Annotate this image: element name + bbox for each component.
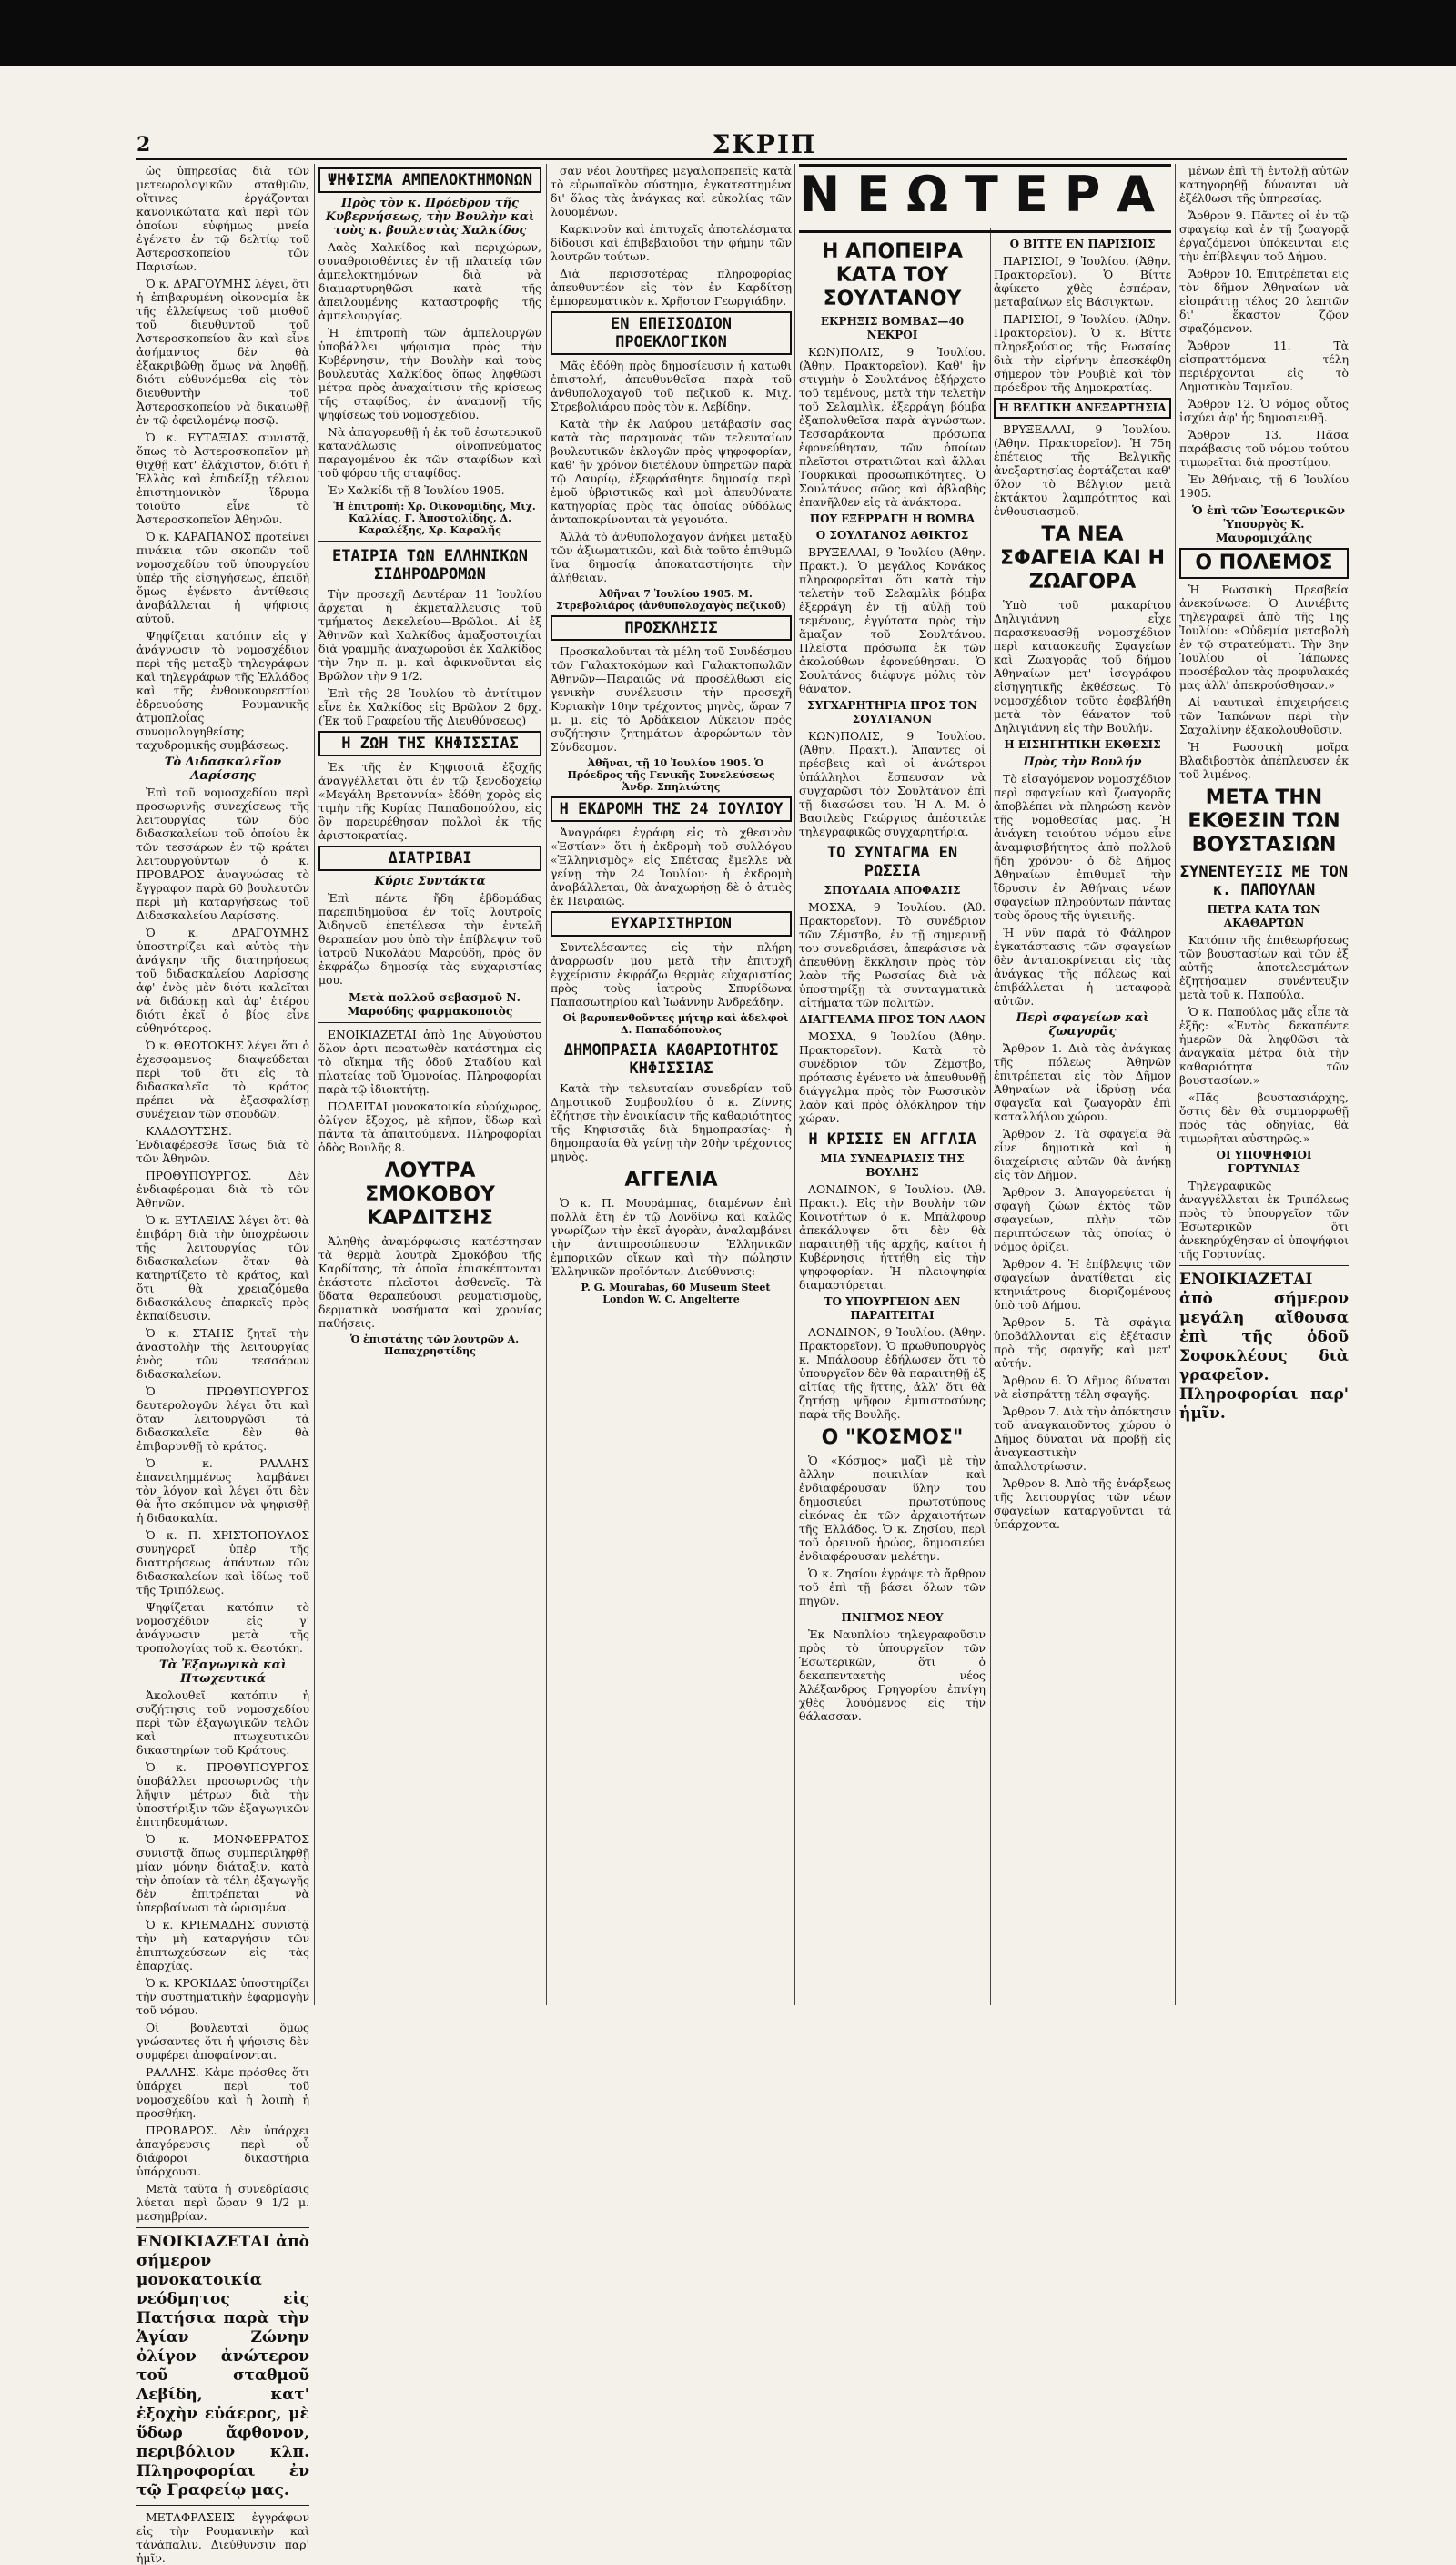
article-headline: ΔΙΑΓΓΕΛΜΑ ΠΡΟΣ ΤΟΝ ΛΑΟΝ: [799, 1013, 986, 1026]
paragraph: Ὁ κ. Ζησίου ἐγράψε τὸ ἄρθρον τοῦ ἐπὶ τῇ βάσει ὅλων τῶν πηγῶν.: [799, 1566, 986, 1607]
column-rule: [990, 228, 991, 2005]
article-subheadline: Περὶ σφαγείων καὶ ζωαγορᾶς: [1016, 1011, 1149, 1039]
paragraph: ΚΩΝ)ΠΟΛΙΣ, 9 Ἰουλίου. (Ἀθην. Πρακτ.). Ἅπαντες οἱ πρέσβεις καὶ οἱ ἀνώτεροι ὑπάλληλοι ἔσπευσαν νὰ συγχαρῶσι τὸν Σουλτάνον ἐπὶ τῇ διασώσει του. Ἡ Α. Μ. ὁ Βασιλεὺς Γεώργιος ἀπέστειλε τηλεγραφικῶς συγχαρητήρια.: [799, 729, 986, 838]
paragraph: Ὁ κ. ΕΥΤΑΞΙΑΣ λέγει ὅτι θὰ ἐπιβάρη διὰ τὴν ὑποχρέωσιν τῆς λειτουργίας τῶν διδασκαλείων ὅταν θὰ κατηρτίζετο τὸ κράτος, καὶ ὅτι θὰ χρειαζόμεθα διδασκάλους ἐπαρκεῖς πρὸς ἐκπαίδευσιν.: [136, 1213, 309, 1323]
paragraph: Ἐπὶ τοῦ νομοσχεδίου περὶ προσωρινῆς συνεχίσεως τῆς λειτουργίας τῶν δύο διδασκαλείων τοῦ ὁποίου ἐκ τῶν τεσσάρων ἐν τῷ κράτει λειτουργούντων ὁ κ. ΠΡΟΒΑΡΟΣ ἀναγνώσας τὸ ἔγγραφον παρὰ 60 βουλευτῶν περὶ μὴ καταργήσεως τοῦ Διδασκαλείου Λαρίσσης.: [136, 786, 309, 922]
column-rule: [314, 164, 315, 2005]
paragraph: Ἀναγράφει ἐγράφη εἰς τὸ χθεσινὸν «Ἑστίαν» ὅτι ἡ ἐκδρομὴ τοῦ συλλόγου «Ἑλληνισμὸς» εἰς Σπέτσας ἔμελλε νὰ γείνῃ τὴν 24 Ἰουλίου· ἡ ἐκδρομὴ ἀναβάλλεται, θὰ ἀναχωρήσῃ δὲ ὁ ἀτμὸς ἐκ Πειραιῶς.: [551, 826, 792, 907]
paragraph: Ἡ Ρωσσικὴ Πρεσβεία ἀνεκοίνωσε: Ὁ Λινιέβιτς τηλεγραφεῖ ἀπὸ τῆς 1ης Ἰουλίου: «Οὐδεμία μεταβολὴ ἐν τῷ στρατεύματι. Τὴν 3ην Ἰουλίου οἱ Ἰάπωνες προσέβαλον τὰς προφυλακάς μας ἀλλ' ἀπεκρούσθησαν.»: [1179, 583, 1349, 692]
divider: [136, 2505, 309, 2506]
paragraph: Ἀληθὴς ἀναμόρφωσις κατέστησαν τὰ θερμὰ λουτρὰ Σμοκόβου τῆς Καρδίτσης, τὰ ὁποῖα ἐπισκέπτονται ἑκάστοτε πλεῖστοι ἀσθενεῖς. Τὰ ὕδατα θεραπεύουσι ρευματισμοὺς, δερματικὰ νοσήματα καὶ χρονίας παθήσεις.: [318, 1234, 541, 1330]
paragraph: Ἐπὶ πέντε ἤδη ἑβδομάδας παρεπιδημοῦσα ἐν τοῖς λουτροῖς Ἀιδηψοῦ ἐπετέλεσα τὴν ἐντελῆ θεραπείαν μου ὑπὸ τὴν ἐπίβλεψιν τοῦ ἰατροῦ Νικολάου Μαρούδη, πρὸς ὃν ἐκφράζω δημοσίᾳ τὰς εὐχαριστίας μου.: [318, 891, 541, 987]
column-rule: [546, 164, 547, 2005]
paragraph: Ἄρθρον 4. Ἡ ἐπίβλεψις τῶν σφαγείων ἀνατίθεται εἰς κτηνιάτρους διοριζομένους ὑπὸ τοῦ Δήμου.: [994, 1257, 1171, 1312]
paragraph: Ἄρθρον 11. Τὰ εἰσπραττόμενα τέλη περιέρχονται εἰς τὸ Δημοτικὸν Ταμεῖον.: [1179, 339, 1349, 393]
article-headline: ΛΟΥΤΡΑ ΣΜΟΚΟΒΟΥ ΚΑΡΔΙΤΣΗΣ: [365, 1160, 495, 1230]
paragraph: Κατὰ τὴν ἐκ Λαύρου μετάβασίν σας κατὰ τὰς παραμονὰς τῶν τελευταίων βουλευτικῶν ἐκλογῶν πρὸς ψηφοφορίαν, καθ' ἣν χρόνον διετέλουν ὑπηρετῶν παρὰ τῷ Λαυρίῳ, ἐξεφράσθητε δημοσίᾳ περὶ ἐμοῦ ὑβριστικῶς καὶ μοὶ ἀπευθύνατε κατηγορίας πρὸς τὰς ὁποίας οὐδόλως ἀνταποκρίνονται τὰ γεγονότα.: [551, 417, 792, 526]
article-headline: ΟΙ ΥΠΟΨΗΦΙΟΙ ΓΟΡΤΥΝΙΑΣ: [1216, 1149, 1312, 1175]
paragraph: Ὁ κ. ΔΡΑΓΟΥΜΗΣ λέγει, ὅτι ἡ ἐπιβαρυμένη οἰκονομία ἐκ τῆς ἐλλείψεως τοῦ μισθοῦ τοῦ διευθυντοῦ τοῦ Ἀστεροσκοπείου ἂν καὶ εἶνε ἀσήμαντος δὲν θὰ ἐξακριβῶθῃ ὅμως νὰ ληφθῇ, διότι εὐθυνόμεθα εἰς τὸν διευθυντὴν τοῦ Ἀστεροσκοπείου νὰ δικαιωθῇ ἐν τῷ ὀφειλομένῳ ποσῷ.: [136, 277, 309, 427]
article-headline: ΑΓΓΕΛΙΑ: [624, 1169, 718, 1191]
paragraph: Προσκαλοῦνται τὰ μέλη τοῦ Συνδέσμου τῶν Γαλακτοκόμων καὶ Γαλακτοπωλῶν Ἀθηνῶν—Πειραιῶς νὰ προσέλθωσι εἰς γενικὴν συνέλευσιν τὴν προσεχῆ Κυριακὴν 10ην τρέχοντος μηνὸς, ὥραν 7 μ. μ. εἰς τὸ Ἀρδάκειον Λύκειον πρὸς συζήτησιν ζητημάτων ἀφορώντων τὸν Σύνδεσμον.: [551, 644, 792, 754]
article-headline: Η ΒΕΛΓΙΚΗ ΑΝΕΞΑΡΤΗΣΙΑ: [994, 398, 1171, 419]
article-subheadline: Πρὸς τὴν Βουλήν: [1023, 755, 1142, 769]
classified-ad: ΕΝΟΙΚΙΑΖΕΤΑΙ ἀπὸ σήμερον μονοκατοικία νεόδμητος εἰς Πατήσια παρὰ τὴν Ἁγίαν Ζώνην ὀλίγον ἀνώτερον τοῦ σταθμοῦ Λεβίδη, κατ' ἐξοχὴν εὐάερος, μὲ ὕδωρ ἄφθονον, περιβόλιον κλπ. Πληροφορίαι ἐν τῷ Γραφείῳ μας.: [136, 2233, 309, 2499]
paragraph: Διὰ περισσοτέρας πληροφορίας ἀπευθυντέον εἰς τὸν ἐν Καρδίτσῃ ἐμπορευματικὸν κ. Χρῆστον Γεωργιάδην.: [551, 267, 792, 308]
paragraph: Ἄρθρον 10. Ἐπιτρέπεται εἰς τὸν δῆμον Ἀθηναίων νὰ εἰσπράττῃ τέλος 20 λεπτῶν δι' ἕκαστον ζῷον σφαζόμενον.: [1179, 267, 1349, 335]
article-headline: ΣΥΓΧΑΡΗΤΗΡΙΑ ΠΡΟΣ ΤΟΝ ΣΟΥΛΤΑΝΟΝ: [807, 699, 977, 725]
page-number: 2: [136, 133, 151, 157]
article-subheadline: ΜΙΑ ΣΥΝΕΔΡΙΑΣΙΣ ΤΗΣ ΒΟΥΛΗΣ: [820, 1152, 965, 1179]
paragraph: «Πᾶς βουστασιάρχης, ὅστις δὲν θὰ συμμορφωθῇ πρὸς τὰς ὁδηγίας, θὰ τιμωρῆται αὐστηρῶς.»: [1179, 1090, 1349, 1145]
article-headline: ΕΤΑΙΡΙΑ ΤΩΝ ΕΛΛΗΝΙΚΩΝ ΣΙΔΗΡΟΔΡΟΜΩΝ: [332, 547, 528, 583]
article-headline: ΕΝ ΕΠΕΙΣΟΔΙΟΝ ΠΡΟΕΚΛΟΓΙΚΟΝ: [551, 311, 792, 355]
paragraph: Νὰ ἀπαγορευθῇ ἡ ἐκ τοῦ ἐσωτερικοῦ κατανάλωσις οἰνοπνεύματος παραγομένου ἐκ τῶν σταφίδων καὶ τοῦ φόρου τῆς σταφίδος.: [318, 425, 541, 480]
latest-news-title: ΝΕΩΤΕΡΑ: [799, 166, 1172, 223]
article-headline: Ο "ΚΟΣΜΟΣ": [821, 1426, 964, 1449]
paragraph: Αἱ ναυτικαὶ ἐπιχειρήσεις τῶν Ἰαπώνων περὶ τὴν Σαχαλίνην ἐξακολουθοῦσιν.: [1179, 695, 1349, 736]
paragraph: ΡΑΛΛΗΣ. Κἀμε πρόσθες ὅτι ὑπάρχει περὶ τοῦ νομοσχεδίου καὶ ἡ λοιπὴ ἡ προσθήκη.: [136, 2065, 309, 2120]
paragraph: Ἄρθρον 6. Ὁ Δῆμος δύναται νὰ εἰσπράττῃ τέλη σφαγῆς.: [994, 1374, 1171, 1401]
paragraph: μένων ἐπὶ τῇ ἐντολῇ αὐτῶν κατηγορηθῇ δύνανται νὰ ἐξέλθωσι τῆς ὑπηρεσίας.: [1179, 164, 1349, 205]
paragraph: Συντελέσαντες εἰς τὴν πλήρη ἀναρρωσίν μου μετὰ τὴν ἐπιτυχῆ ἐγχείρισιν ἐκφράζω θερμὰς εὐχαριστίας πρὸς τοὺς ἰατροὺς Σπυρίδωνα Παπασωτηρίου καὶ Ἰωάννην Ἀνδρεάδην.: [551, 940, 792, 1009]
paragraph: Ἄρθρον 12. Ὁ νόμος οὗτος ἰσχύει ἀφ' ἧς δημοσιευθῇ.: [1179, 397, 1349, 424]
paragraph: Τηλεγραφικῶς ἀναγγέλλεται ἐκ Τριπόλεως πρὸς τὸ ὑπουργεῖον τῶν Ἐσωτερικῶν ὅτι ἀνεκηρύχθησαν οἱ ὑποψήφιοι τῆς Γορτυνίας.: [1179, 1179, 1349, 1261]
article-subheadline: Ο ΣΟΥΛΤΑΝΟΣ ΑΘΙΚΤΟΣ: [815, 529, 969, 542]
paragraph: σαν νέοι λουτῆρες μεγαλοπρεπεῖς κατὰ τὸ εὐρωπαϊκὸν σύστημα, ἐγκατεστημένα δι' ὅλας τὰς ἀνάγκας καὶ εὐκολίας τῶν λουομένων.: [551, 164, 792, 218]
signature: Οἱ βαρυπενθοῦντες μήτηρ καὶ ἀδελφοὶ Δ. Παπαδόπουλος: [562, 1012, 789, 1036]
article-headline: ΤΟ ΣΥΝΤΑΓΜΑ ΕΝ ΡΩΣΣΙΑ: [826, 844, 958, 880]
article-headline: ΔΗΜΟΠΡΑΣΙΑ ΚΑΘΑΡΙΟΤΗΤΟΣ ΚΗΦΙΣΣΙΑΣ: [563, 1041, 779, 1078]
section-heading: Τὸ Διδασκαλεῖον Λαρίσσης: [164, 755, 282, 783]
classified-ad: ΠΩΛΕΙΤΑΙ μονοκατοικία εὐρύχωρος, ὀλίγον ἔξοχος, μὲ κῆπον, ὕδωρ καὶ πάντα τὰ ἀπαιτούμενα. Πληροφορίαι ὁδὸς Βουλῆς 8.: [318, 1100, 541, 1154]
paragraph: Ἡ νῦν παρὰ τὸ Φάληρον ἐγκατάστασις τῶν σφαγείων δὲν ἀνταποκρίνεται εἰς τὰς ἀνάγκας τῆς πόλεως καὶ ἐπιβάλλεται ἡ μεταφορὰ αὐτῶν.: [994, 926, 1171, 1008]
paragraph: ΚΩΝ)ΠΟΛΙΣ, 9 Ἰουλίου. (Ἀθην. Πρακτορεῖον). Καθ' ἣν στιγμὴν ὁ Σουλτάνος ἐξήρχετο τοῦ τεμένους, μετὰ τὴν τελετὴν τοῦ Σελαμλὶκ, ἐξερράγη βόμβα ἐξαπολυθεῖσα παρὰ ἀγνώστων. Τεσσαράκοντα πρόσωπα ἐφονεύθησαν, τῶν ὁποίων πλεῖστοι στρατιῶται καὶ ἄλλαι Τουρκικαὶ προσωπικότητες. Ὁ Σουλτάνος σῶος καὶ ἀβλαβὴς ἐπανῆλθεν εἰς τὰ ἀνάκτορα.: [799, 345, 986, 509]
column-4: [799, 235, 986, 2005]
column-6: [1179, 164, 1349, 2005]
signature: Μετὰ πολλοῦ σεβασμοῦ Ν. Μαρούδης φαρμακοποιὸς: [347, 990, 521, 1018]
signature: Ἀθῆναι, τῇ 10 Ἰουλίου 1905. Ὁ Πρόεδρος τῆς Γενικῆς Συνελεύσεως Ἀνδρ. Σπηλιώτης: [567, 757, 775, 793]
paragraph: ΛΟΝΔΙΝΟΝ, 9 Ἰουλίου. (Ἀθ. Πρακτ.). Εἰς τὴν Βουλὴν τῶν Κοινοτήτων ὁ κ. Μπάλφουρ ἀπεκάλυψεν ὅτι δὲν θὰ παραιτηθῇ τῆς ἀρχῆς, καίτοι ἡ Κυβέρνησις ἡττήθη εἰς τὴν ψηφοφορίαν. Ἡ πλειοψηφία διαμαρτύρεται.: [799, 1182, 986, 1292]
column-rule: [794, 164, 795, 2005]
article-headline: Η ΖΩΗ ΤΗΣ ΚΗΦΙΣΣΙΑΣ: [318, 731, 541, 756]
article-headline: Η ΕΚΔΡΟΜΗ ΤΗΣ 24 ΙΟΥΛΙΟΥ: [551, 796, 792, 822]
article-headline: ΠΝΙΓΜΟΣ ΝΕΟΥ: [841, 1611, 944, 1624]
paragraph: Ὁ «Κόσμος» μαζὶ μὲ τὴν ἄλλην ποικιλίαν καὶ ἐνδιαφέρουσαν ὕλην του δημοσιεύει πρωτοτύπους εἰκόνας ἐκ τῶν ἀρχαιοτήτων τῆς Ἑλλάδος. Ὁ κ. Ζησίου, περὶ τοῦ ὀρεινοῦ ἡρώος, δημοσιεύει ἐνδιαφέρουσαν μελέτην.: [799, 1454, 986, 1563]
paragraph: Κατόπιν τῆς ἐπιθεωρήσεως τῶν βουστασίων καὶ τῶν ἐξ αὐτῆς ἀποτελεσμάτων ἐζητήσαμεν συνέντευξιν μετὰ τοῦ κ. Παπούλα.: [1179, 933, 1349, 1001]
paragraph: Ὁ κ. ΘΕΟΤΟΚΗΣ λέγει ὅτι ὁ ἐχεσφαμενος διαψεύδεται περὶ τοῦ ὅτι εἰς τὰ διδασκαλεῖα τὸ κράτος πρέπει νὰ ἐξασφαλίσῃ συνέχειαν τῶν σπουδῶν.: [136, 1039, 309, 1120]
article-headline: ΕΥΧΑΡΙΣΤΗΡΙΟΝ: [551, 911, 792, 937]
article-subheadline: ΕΚΡΗΞΙΣ ΒΟΜΒΑΣ—40 ΝΕΚΡΟΙ: [820, 315, 965, 341]
paragraph: Ὑπὸ τοῦ μακαρίτου Δηλιγιάννη εἶχε παρασκευασθῇ νομοσχέδιον περὶ κατασκευῆς Σφαγείων καὶ Ζωαγορᾶς τοῦ δήμου Ἀθηναίων μετ' ἰσογράφου εἰσηγητικῆς ἐκθέσεως. Τὸ νομοσχέδιον τοῦτο ἐφεβλήθη μετὰ τὸν θάνατον τοῦ Δηλιγιάννη εἰς τὴν Βουλήν.: [994, 598, 1171, 735]
paragraph: Ὁ κ. ΔΡΑΓΟΥΜΗΣ ὑποστηρίζει καὶ αὐτὸς τὴν ἀνάγκην τῆς διατηρήσεως τοῦ διδασκαλείου Λαρίσσης ἀφ' ἑνὸς μὲν διότι καλεῖται νὰ διδάσκῃ καὶ ἀφ' ἑτέρου διότι ἐκεῖ ὁ βίος εἶνε εὐθηνότερος.: [136, 926, 309, 1035]
paragraph: Οἱ βουλευταὶ ὅμως γνώσαντες ὅτι ἡ ψήφισις δὲν συμφέρει ἀποφαίνονται.: [136, 2021, 309, 2062]
paragraph: Τὴν προσεχῆ Δευτέραν 11 Ἰουλίου ἄρχεται ἡ ἐκμετάλλευσις τοῦ τμήματος Δεκελείου—Βρῶλοι. Αἱ ἐξ Ἀθηνῶν καὶ Χαλκίδος ἀμαξοστοιχίαι διὰ γραμμῆς ἀναχωροῦσι ἐκ Χαλκίδος τὴν 7ην π. μ. καὶ ἀφικνοῦνται εἰς Βρῶλον τὴν 9 1/2.: [318, 587, 541, 683]
scan-top-bar: [0, 0, 1456, 66]
paragraph: Ὁ κ. ΜΟΝΦΕΡΡΑΤΟΣ συνιστᾷ ὅπως συμπεριληφθῇ μίαν μόνην διάταξιν, κατὰ τὴν ὁποίαν τὰ τέλη ἐξαγωγῆς δὲν ἐπιτρέπεται νὰ ὑπερβαίνωσι τὰ ὡρισμένα.: [136, 1832, 309, 1914]
paragraph: Ἄρθρον 5. Τὰ σφάγια ὑποβάλλονται εἰς ἐξέτασιν πρὸ τῆς σφαγῆς καὶ μετ' αὐτήν.: [994, 1315, 1171, 1370]
divider: [136, 2227, 309, 2228]
column-5: [994, 235, 1171, 2005]
paragraph: Ὁ ΠΡΩΘΥΠΟΥΡΓΟΣ δευτερολογῶν λέγει ὅτι καὶ ὅταν λειτουργῶσι τὰ διδασκαλεῖα δὲν θὰ ἐπιβαρυνθῇ τὸ κράτος.: [136, 1384, 309, 1453]
article-subheadline: ΣΥΝΕΝΤΕΥΞΙΣ ΜΕ ΤΟΝ κ. ΠΑΠΟΥΛΑΝ: [1179, 863, 1349, 899]
section-heading: Τὰ Ἐξαγωγικὰ καὶ Πτωχευτικά: [159, 1658, 287, 1686]
paragraph: Ἄρθρον 8. Ἀπὸ τῆς ἐνάρξεως τῆς λειτουργίας τῶν νέων σφαγείων καταργοῦνται τὰ ὑπάρχοντα.: [994, 1476, 1171, 1531]
paragraph: Ἄρθρον 3. Ἀπαγορεύεται ἡ σφαγὴ ζώων ἐκτὸς τῶν σφαγείων, πλὴν τῶν περιπτώσεων τὰς ὁποίας ὁ νόμος ὁρίζει.: [994, 1185, 1171, 1253]
masthead: ΣΚΡΙΠ: [712, 129, 817, 159]
paragraph: Ὁ κ. ΠΡΟΘΥΠΟΥΡΓΟΣ ὑποβάλλει προσωρινῶς τὴν λῆψιν μέτρων διὰ τὴν ὑποστήριξιν τῶν ἐξαγωγικῶν ἐπιτηδευμάτων.: [136, 1760, 309, 1829]
article-headline: ΤΟ ΥΠΟΥΡΓΕΙΟΝ ΔΕΝ ΠΑΡΑΙΤΕΙΤΑΙ: [824, 1295, 961, 1322]
article-headline: Ο ΠΟΛΕΜΟΣ: [1179, 548, 1349, 579]
paragraph: ΠΡΟΘΥΠΟΥΡΓΟΣ. Δὲν ἐνδιαφέρομαι διὰ τὸ τῶν Ἀθηνῶν.: [136, 1169, 309, 1210]
article-subheadline: ΠΕΤΡΑ ΚΑΤΑ ΤΩΝ ΑΚΑΘΑΡΤΩΝ: [1207, 903, 1321, 929]
column-2: [318, 164, 541, 2005]
paragraph: Ὁ κ. ΚΑΡΑΠΑΝΟΣ προτείνει πινάκια τῶν σκοπῶν τοῦ νομοσχεδίου τοῦ ὑπουργείου ὑπὲρ τῆς εἰσηγήσεως, ἐπειδὴ ὅμως ἐγένετο ἀντίθεσις ἀναβάλλεται ἡ ψήφισις αὐτοῦ.: [136, 530, 309, 625]
paragraph: Ψηφίζεται κατόπιν εἰς γ' ἀνάγνωσιν τὸ νομοσχέδιον περὶ τῆς μεταξὺ τηλεγράφων καὶ τηλεγράφων τῆς Ἑλλάδος καὶ τῆς ἐνθουκουρεστίου ἐδρευούσης Ρουμανικῆς ἀτμοπλοΐας συνομολογηθείσης ταχυδρομικῆς συμβάσεως.: [136, 629, 309, 752]
paragraph: ΠΑΡΙΣΙΟΙ, 9 Ἰουλίου. (Ἀθην. Πρακτορεῖον). Ὁ Βίττε ἀφίκετο χθὲς ἑσπέραν, μεταβαίνων εἰς Βάσιγκτων.: [994, 254, 1171, 309]
address: P. G. Mourabas, 60 Museum Steet London W. C. Angelterre: [581, 1282, 771, 1305]
paragraph: Ἄρθρον 13. Πᾶσα παράβασις τοῦ νόμου τούτου τιμωρεῖται διὰ προστίμου.: [1179, 428, 1349, 469]
article-headline: ΠΟΥ ΕΞΕΡΡΑΓΗ Η ΒΟΜΒΑ: [809, 512, 976, 525]
paragraph: Ἀλλὰ τὸ ἀνθυπολοχαγὸν ἀνήκει μεταξὺ τῶν ἀξιωματικῶν, καὶ διὰ τοῦτο ἐπιθυμῶ ἵνα δημοσίᾳ ἀποκαταστήσητε τὴν ἀλήθειαν.: [551, 530, 792, 584]
paragraph: ΠΑΡΙΣΙΟΙ, 9 Ἰουλίου. (Ἀθην. Πρακτορεῖον). Ὁ κ. Βίττε πληρεξούσιος τῆς Ρωσσίας διὰ τὴν εἰρήνην ἐπεσκέφθη σήμερον τὸν Ρουβιὲ καὶ τὸν πρόεδρον τῆς Δημοκρατίας.: [994, 312, 1171, 394]
paragraph: Καρκινοῦν καὶ ἐπιτυχεῖς ἀποτελέσματα δίδουσι καὶ ἐπιβεβαιοῦσι τὴν φήμην τῶν λουτρῶν τούτων.: [551, 222, 792, 263]
paragraph: Ὁ κ. ΣΤΑΗΣ ζητεῖ τὴν ἀναστολὴν τῆς λειτουργίας ἑνὸς τῶν τεσσάρων διδασκαλείων.: [136, 1326, 309, 1381]
paragraph: Ἐν Χαλκίδι τῇ 8 Ἰουλίου 1905.: [328, 483, 505, 497]
classified-ad: ΜΕΤΑΦΡΑΣΕΙΣ ἐγγράφων εἰς τὴν Ρουμανικὴν καὶ τἀνάπαλιν. Διεύθυνσιν παρ' ἡμῖν.: [136, 2510, 309, 2565]
paragraph: Ἄρθρον 1. Διὰ τὰς ἀνάγκας τῆς πόλεως Ἀθηνῶν ἐπιτρέπεται εἰς τὸν Δῆμον Ἀθηναίων νὰ ἱδρύσῃ νέα σφαγεῖα καὶ ζωαγορὰν ἐπὶ καταλλήλου χώρου.: [994, 1041, 1171, 1123]
article-headline: Η ΑΠΟΠΕΙΡΑ ΚΑΤΑ ΤΟΥ ΣΟΥΛΤΑΝΟΥ: [822, 240, 963, 310]
paragraph: ΜΟΣΧΑ, 9 Ἰουλίου (Ἀθην. Πρακτορεῖον). Κατὰ τὸ συνέδριον τῶν Ζέμστβο, πρότασις ἐγένετο νὰ ἀπευθυνθῇ διάγγελμα πρὸς τὸν Ρωσσικὸν λαὸν καὶ πρὸς ὁλόκληρον τὴν χώραν.: [799, 1029, 986, 1125]
classified-ad: ΕΝΟΙΚΙΑΖΕΤΑΙ ἀπὸ 1ης Αὐγούστου ὅλον ἀρτι περατωθὲν κατάστημα εἰς τὸ οἴκημα τῆς ὁδοῦ Σταδίου καὶ πλατείας τοῦ Ὁμονοίας. Πληροφορίαι παρὰ τῷ ἰδιοκτήτῃ.: [318, 1028, 541, 1096]
article-headline: ΠΡΟΣΚΛΗΣΙΣ: [551, 615, 792, 641]
paragraph: Μετὰ ταῦτα ἡ συνεδρίασις λύεται περὶ ὥραν 9 1/2 μ. μεσημβρίαν.: [136, 2182, 309, 2223]
paragraph: Κατὰ τὴν τελευταίαν συνεδρίαν τοῦ Δημοτικοῦ Συμβουλίου ὁ κ. Ζίννης ἐζήτησε τὴν ἐνοικίασιν τῆς καθαριότητος τῆς Κηφισσιᾶς διὰ δημοπρασίας· ἡ δημοπρασία θὰ γείνῃ τὴν 20ὴν τρέχοντος μηνὸς.: [551, 1081, 792, 1163]
paragraph: Ὁ κ. ΚΡΟΚΙΔΑΣ ὑποστηρίζει τὴν συστηματικὴν ἐφαρμογὴν τοῦ νόμου.: [136, 1976, 309, 2017]
signature: Ἡ ἐπιτροπὴ: Χρ. Οἰκονομίδης, Μιχ. Καλλίας, Γ. Ἀποστολίδης, Δ. Καραλέξης, Χρ. Καραλῆς: [333, 501, 536, 536]
paragraph: Μᾶς ἐδόθη πρὸς δημοσίευσιν ἡ κατωθι ἐπιστολή, ἀπευθυνθεῖσα παρὰ τοῦ ἀνθυπολοχαγοῦ τοῦ πεζικοῦ κ. Μιχ. Στρεβολιάρου πρὸς τὸν κ. Λεβίδην.: [551, 359, 792, 413]
latest-news-banner: [799, 164, 1171, 233]
divider: [318, 541, 541, 542]
paragraph: Ὁ κ. Π. Μουράμπας, διαμένων ἐπὶ πολλὰ ἔτη ἐν τῷ Λονδίνῳ καὶ καλῶς γνωρίζων τὴν ἐκεῖ ἀγορὰν, ἀναλαμβάνει τὴν ἀντιπροσώπευσιν Ἑλληνικῶν ἐμπορικῶν οἴκων καὶ τὴν πώλησιν Ἑλληνικῶν προϊόντων. Διεύθυνσις:: [551, 1196, 792, 1278]
paragraph: ΠΡΟΒΑΡΟΣ. Δὲν ὑπάρχει ἀπαγόρευσις περὶ οὗ διάφοροι δικαστήρια ὑπάρχουσι.: [136, 2124, 309, 2178]
divider: [318, 1022, 541, 1023]
signature: Ὁ ἐπιστάτης τῶν λουτρῶν Α. Παπαχρηστίδης: [349, 1333, 520, 1357]
article-headline: Η ΕΙΣΗΓΗΤΙΚΗ ΕΚΘΕΣΙΣ: [1004, 738, 1161, 751]
paragraph: Λαὸς Χαλκίδος καὶ περιχώρων, συναθροισθέντες ἐν τῇ πλατείᾳ τῶν ἀμπελοκτημόνων διὰ νὰ διαμαρτυρηθῶσι κατὰ τῆς ἀπειλουμένης καταστροφῆς τῆς ἀμπελουργίας.: [318, 240, 541, 322]
signature: Ἀθῆναι 7 Ἰουλίου 1905. Μ. Στρεβολιάρος (ἀνθυπολοχαγὸς πεζικοῦ): [555, 588, 787, 612]
paragraph: Ὁ κ. Παπούλας μᾶς εἶπε τὰ ἑξῆς: «Ἐντὸς δεκαπέντε ἡμερῶν θὰ ληφθῶσι τὰ ἀναγκαῖα μέτρα διὰ τὴν καθαριότητα τῶν βουστασίων.»: [1179, 1005, 1349, 1087]
paragraph: Ἡ ἐπιτροπὴ τῶν ἀμπελουργῶν ὑποβάλλει ψήφισμα πρὸς τὴν Κυβέρνησιν, τὴν Βουλὴν καὶ τοὺς βουλευτὰς Χαλκίδος ὅπως ληφθῶσι μέτρα πρὸς ἀναχαίτισιν τῆς κρίσεως τῆς σταφίδος, ἐν ἀναμονῇ τῆς ψηφίσεως τοῦ νομοσχεδίου.: [318, 326, 541, 421]
article-headline: ΨΗΦΙΣΜΑ ΑΜΠΕΛΟΚΤΗΜΟΝΩΝ: [318, 167, 541, 193]
column-rule: [1175, 164, 1176, 2005]
paragraph: Τὸ εἰσαγόμενον νομοσχέδιον περὶ σφαγείων καὶ ζωαγορᾶς ἀποβλέπει νὰ πληρώσῃ κενὸν τῆς νομοθεσίας μας. Ἡ ἀνάγκη τοιούτου νόμου εἶνε ἀναμφισβήτητος ἀπὸ πολλοῦ ἤδη χρόνου· ὁ δὲ Δῆμος Ἀθηναίων ἐπιθυμεῖ τὴν ἵδρυσιν ἐν Ἀθήναις νέων σφαγείων πληρούντων πάντας τοὺς ὅρους τῆς ὑγιεινῆς.: [994, 772, 1171, 922]
article-headline: ΔΙΑΤΡΙΒΑΙ: [318, 846, 541, 871]
article-headline: Ο ΒΙΤΤΕ ΕΝ ΠΑΡΙΣΙΟΙΣ: [1009, 238, 1156, 250]
page-header: [136, 129, 1347, 160]
article-subheadline: Κύριε Συντάκτα: [374, 875, 486, 888]
paragraph: Ὁ κ. ΡΑΛΛΗΣ ἐπανειλημμένως λαμβάνει τὸν λόγον καὶ λέγει ὅτι δὲν θὰ ἦτο σκόπιμον νὰ ψηφισθῇ ἡ διδασκαλία.: [136, 1456, 309, 1525]
paragraph: Ὁ κ. Π. ΧΡΙΣΤΟΠΟΥΛΟΣ συνηγορεῖ ὑπὲρ τῆς διατηρήσεως ἁπάντων τῶν διδασκαλείων καὶ ἰδίως τοῦ τῆς Τριπόλεως.: [136, 1528, 309, 1597]
paragraph: Ψηφίζεται κατόπιν τὸ νομοσχέδιον εἰς γ' ἀνάγνωσιν μετὰ τῆς τροπολογίας τοῦ κ. Θεοτόκη.: [136, 1600, 309, 1655]
paragraph: Ἀκολουθεῖ κατόπιν ἡ συζήτησις τοῦ νομοσχεδίου περὶ τῶν ἐξαγωγικῶν τελῶν καὶ πτωχευτικῶν δικαστηρίων τοῦ Κράτους.: [136, 1688, 309, 1757]
paragraph: Ἐκ Ναυπλίου τηλεγραφοῦσιν πρὸς τὸ ὑπουργεῖον τῶν Ἐσωτερικῶν, ὅτι ὁ δεκαπενταετὴς νέος Ἀλέξανδρος Γρηγορίου ἐπνίγη χθὲς λουόμενος εἰς τὴν θάλασσαν.: [799, 1627, 986, 1723]
article-headline: ΤΑ ΝΕΑ ΣΦΑΓΕΙΑ ΚΑΙ Η ΖΩΑΓΟΡΑ: [999, 523, 1165, 593]
article-headline: Η ΚΡΙΣΙΣ ΕΝ ΑΓΓΛΙΑ: [808, 1130, 976, 1149]
column-3: [551, 164, 792, 2005]
paragraph: Ἐπὶ τῆς 28 Ἰουλίου τὸ ἀντίτιμον εἶνε ἐκ Χαλκίδος εἰς Βρῶλον 2 δρχ. (Ἐκ τοῦ Γραφείου τῆς Διευθύνσεως): [318, 686, 541, 727]
paragraph: Ὁ κ. ΕΥΤΑΞΙΑΣ συνιστᾷ, ὅπως τὸ Ἀστεροσκοπεῖον μὴ θιχθῇ κατ' ἐλάχιστον, διότι ἡ Ἑλλὰς καὶ ἐπιδείξῃ τέλειον ἐπιστημονικὸν ἵδρυμα τοιοῦτο εἶνε τὸ Ἀστεροσκοπεῖον Ἀθηνῶν.: [136, 431, 309, 526]
article-subheadline: Πρὸς τὸν κ. Πρόεδρον τῆς Κυβερνήσεως, τὴν Βουλὴν καὶ τοὺς κ. βουλευτὰς Χαλκίδος: [325, 197, 535, 238]
paragraph: Ἄρθρον 2. Τὰ σφαγεῖα θὰ εἶνε δημοτικὰ καὶ ἡ διαχείρισις αὐτῶν θὰ ἀνήκῃ εἰς τὸν Δῆμον.: [994, 1127, 1171, 1181]
paragraph: ΒΡΥΞΕΛΛΑΙ, 9 Ἰουλίου. (Ἀθην. Πρακτορεῖον). Ἡ 75η ἐπέτειος τῆς Βελγικῆς ἀνεξαρτησίας ἑορτάζεται καθ' ὅλον τὸ Βέλγιον μετὰ ἐκτάκτου λαμπρότητος καὶ ἐνθουσιασμοῦ.: [994, 422, 1171, 518]
paragraph: ΛΟΝΔΙΝΟΝ, 9 Ἰουλίου. (Ἀθην. Πρακτορεῖον). Ὁ πρωθυπουργὸς κ. Μπάλφουρ ἐδήλωσεν ὅτι τὸ ὑπουργεῖον δὲν θὰ παραιτηθῇ ἐξ αἰτίας τῆς ἥττης, ἀλλ' ὅτι θὰ ζητήσῃ ψῆφον ἐμπιστοσύνης παρὰ τῆς Βουλῆς.: [799, 1325, 986, 1421]
paragraph: Ἄρθρον 9. Πᾶντες οἱ ἐν τῷ σφαγείῳ καὶ ἐν τῇ ζωαγορᾷ ἐργαζόμενοι ὑπόκεινται εἰς τὴν ἐπίβλεψιν τοῦ Δήμου.: [1179, 208, 1349, 263]
paragraph: Ἐν Ἀθήναις, τῇ 6 Ἰουλίου 1905.: [1179, 472, 1349, 500]
column-1: [136, 164, 309, 2565]
paragraph: ΜΟΣΧΑ, 9 Ἰουλίου. (Ἀθ. Πρακτορεῖον). Τὸ συνέδριον τῶν Ζέμστβο, ἐν τῇ σημερινῇ του συνεδριάσει, ἀπεφάσισε νὰ ἀπευθύνῃ ἔκκλησιν πρὸς τὸν λαὸν τῆς Ρωσσίας διὰ νὰ ὑποστηρίξῃ τὰ συνταγματικὰ αἰτήματα τῶν πολιτῶν.: [799, 900, 986, 1009]
paragraph: ΚΛΑΔΟΥΤΣΗΣ. Ἐνδιαφέρεσθε ἴσως διὰ τὸ τῶν Ἀθηνῶν.: [136, 1124, 309, 1165]
paragraph: ὡς ὑπηρεσίας διὰ τῶν μετεωρολογικῶν σταθμῶν, οἵτινες ἐργάζονται κανονικώτατα καὶ περὶ τῶν ὁποίων εὐφήμως μνεία ἐγένετο ἐν τῷ δελτίῳ τοῦ Ἀστεροσκοπείου τῶν Παρισίων.: [136, 164, 309, 273]
paragraph: Ἡ Ρωσσικὴ μοῖρα Βλαδιβοστὸκ ἀπέπλευσεν ἐκ τοῦ λιμένος.: [1179, 740, 1349, 781]
divider: [1179, 1265, 1349, 1266]
paragraph: ΒΡΥΞΕΛΛΑΙ, 9 Ἰουλίου (Ἀθην. Πρακτ.). Ὁ μεγάλος Κονάκος πληροφορεῖται ὅτι κατὰ τὴν τελετὴν τοῦ Σελαμλὶκ βόμβα ἐξερράγη ἐν τῇ αὐλῇ τοῦ τεμένους, ἐγγύτατα πρὸς τὴν ἅμαξαν τοῦ Σουλτάνου. Πλεῖστα πρόσωπα ἐκ τῶν ἀκολούθων ἐφονεύθησαν. Ὁ Σουλτάνος διέφυγε μόλις τὸν θάνατον.: [799, 545, 986, 695]
article-subheadline: ΣΠΟΥΔΑΙΑ ΑΠΟΦΑΣΙΣ: [824, 884, 961, 897]
paragraph: Ἄρθρον 7. Διὰ τὴν ἀπόκτησιν τοῦ ἀναγκαιοῦντος χώρου ὁ Δῆμος δύναται νὰ προβῇ εἰς ἀναγκαστικὴν ἀπαλλοτρίωσιν.: [994, 1404, 1171, 1473]
paragraph: Ὁ κ. ΚΡΙΕΜΑΔΗΣ συνιστᾷ τὴν μὴ καταργήσιν τῶν ἐπιπτωχεύσεων εἰς τὰς ἐπαρχίας.: [136, 1918, 309, 1972]
article-headline: ΜΕΤΑ ΤΗΝ ΕΚΘΕΣΙΝ ΤΩΝ ΒΟΥΣΤΑΣΙΩΝ: [1188, 786, 1340, 857]
signature: Ὁ ἐπὶ τῶν Ἐσωτερικῶν Ὑπουργὸς Κ. Μαυρομιχάλης: [1192, 503, 1345, 544]
paragraph: Ἐκ τῆς ἐν Κηφισσιᾷ ἐξοχῆς ἀναγγέλλεται ὅτι ἐν τῷ ξενοδοχείῳ «Μεγάλη Βρεταννία» ἐδόθη χορὸς εἰς τιμὴν τῆς Κυρίας Παπαδοπούλου, εἰς ὃν παρευρέθησαν πολλοὶ ἐκ τῆς ἀριστοκρατίας.: [318, 760, 541, 842]
classified-ad: ΕΝΟΙΚΙΑΖΕΤΑΙ ἀπὸ σήμερον μεγάλη αἴθουσα ἐπὶ τῆς ὁδοῦ Σοφοκλέους διὰ γραφεῖον. Πληροφορίαι παρ' ἡμῖν.: [1179, 1271, 1349, 1423]
